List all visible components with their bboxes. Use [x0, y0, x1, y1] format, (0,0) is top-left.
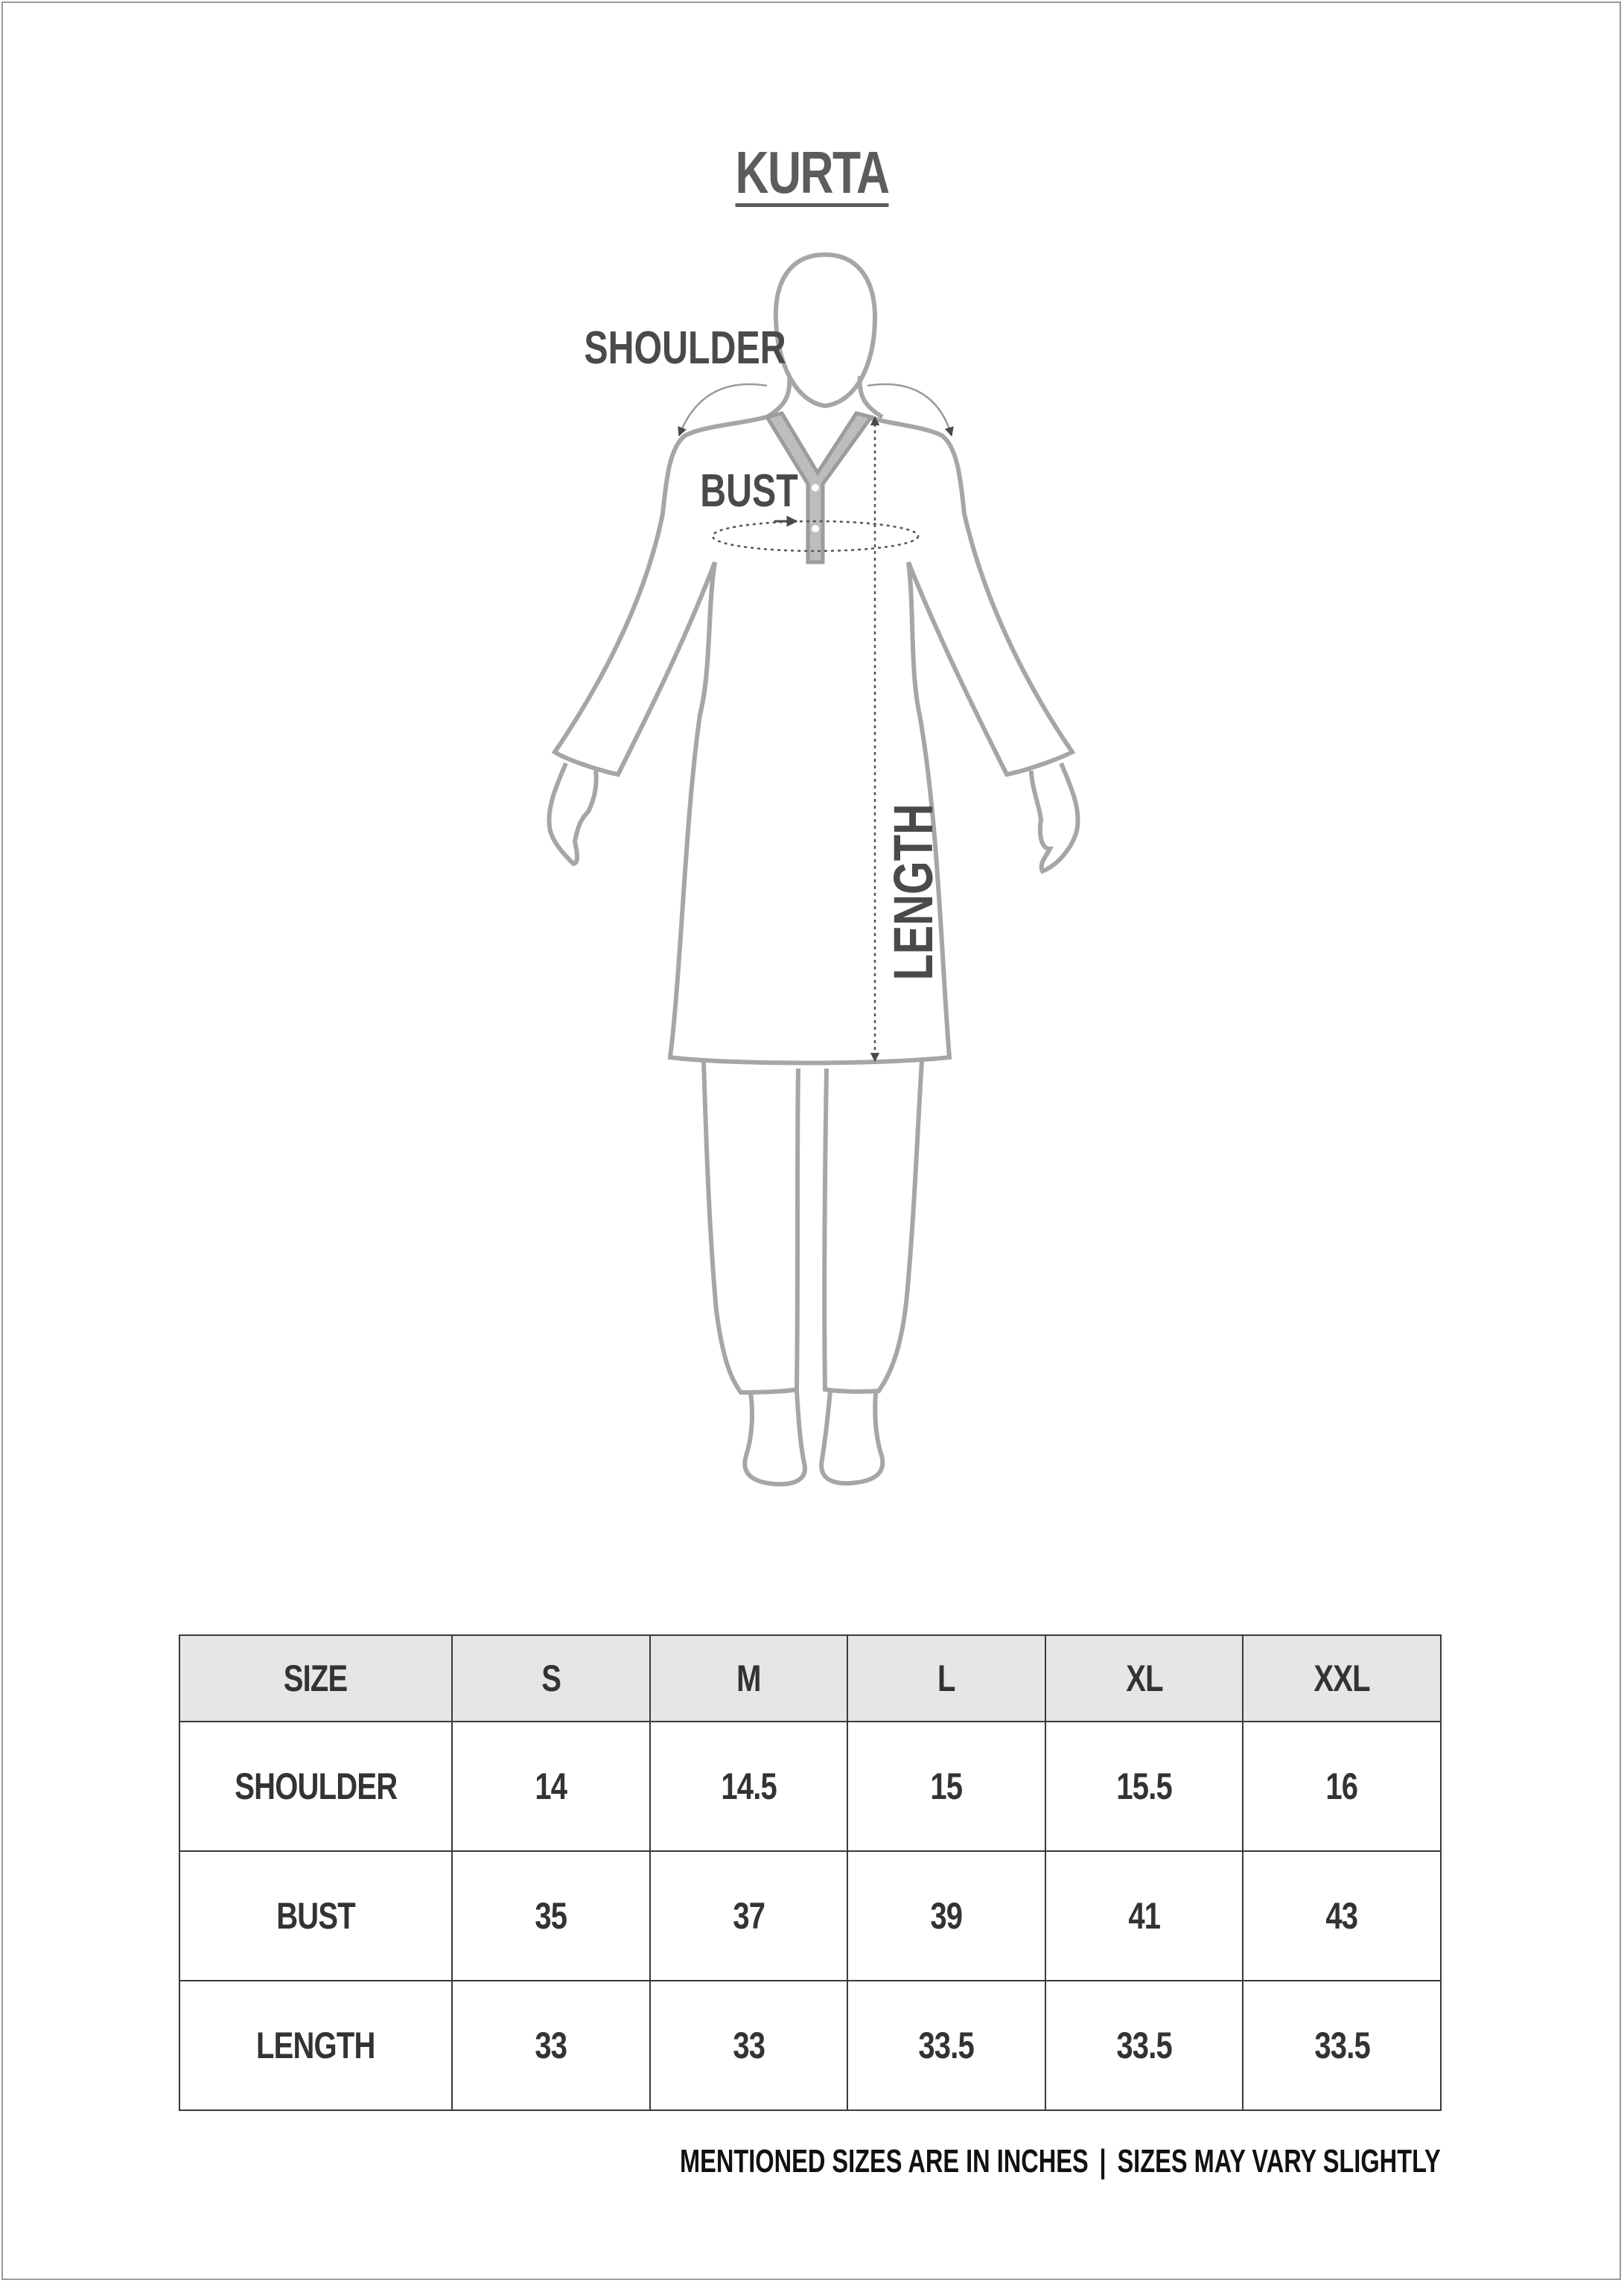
- table-cell: 35: [452, 1851, 650, 1981]
- footnote-units: MENTIONED SIZES ARE IN INCHES: [680, 2143, 1089, 2179]
- shoulder-label: SHOULDER: [584, 322, 786, 374]
- left-hand-outline: [549, 763, 596, 864]
- table-cell: 33: [650, 1981, 848, 2110]
- footnote: [680, 2143, 1441, 2180]
- right-foot-outline: [821, 1391, 882, 1483]
- header-cell-size: SIZE: [179, 1635, 452, 1722]
- table-cell: 33: [452, 1981, 650, 2110]
- table-cell: 43: [1243, 1851, 1441, 1981]
- row-label-length: LENGTH: [179, 1981, 452, 2110]
- page-title-text: KURTA: [735, 139, 889, 206]
- table-cell: 33.5: [1045, 1981, 1244, 2110]
- size-chart-table: [179, 1634, 1442, 2111]
- table-cell: 14: [452, 1722, 650, 1851]
- table-cell: 33.5: [1243, 1981, 1441, 2110]
- table-cell: 15.5: [1045, 1722, 1244, 1851]
- header-cell-xl: XL: [1045, 1635, 1244, 1722]
- table-cell: 33.5: [847, 1981, 1045, 2110]
- header-cell-xxl: XXL: [1243, 1635, 1441, 1722]
- button-2: [812, 525, 819, 532]
- table-cell: 41: [1045, 1851, 1244, 1981]
- table-cell: 16: [1243, 1722, 1441, 1851]
- row-label-bust: BUST: [179, 1851, 452, 1981]
- footnote-separator: |: [1099, 2143, 1106, 2179]
- bust-label: BUST: [700, 465, 798, 517]
- table-row-bust: [179, 1851, 1441, 1981]
- footnote-variance: SIZES MAY VARY SLIGHTLY: [1117, 2143, 1441, 2179]
- length-label: LENGTH: [883, 803, 945, 981]
- size-header-row: [179, 1635, 1441, 1722]
- pants-outline: [704, 1061, 922, 1392]
- table-row-shoulder: [179, 1722, 1441, 1851]
- button-1: [812, 484, 819, 491]
- table-cell: 37: [650, 1851, 848, 1981]
- table-cell: 39: [847, 1851, 1045, 1981]
- table-row-length: [179, 1981, 1441, 2110]
- table-cell: 14.5: [650, 1722, 848, 1851]
- right-hand-outline: [1031, 763, 1078, 871]
- table-cell: 15: [847, 1722, 1045, 1851]
- header-cell-l: L: [847, 1635, 1045, 1722]
- row-label-shoulder: SHOULDER: [179, 1722, 452, 1851]
- shoulder-arrow-left: [679, 384, 767, 436]
- header-cell-s: S: [452, 1635, 650, 1722]
- neck-outline: [767, 376, 882, 417]
- header-cell-m: M: [650, 1635, 848, 1722]
- left-foot-outline: [745, 1391, 805, 1484]
